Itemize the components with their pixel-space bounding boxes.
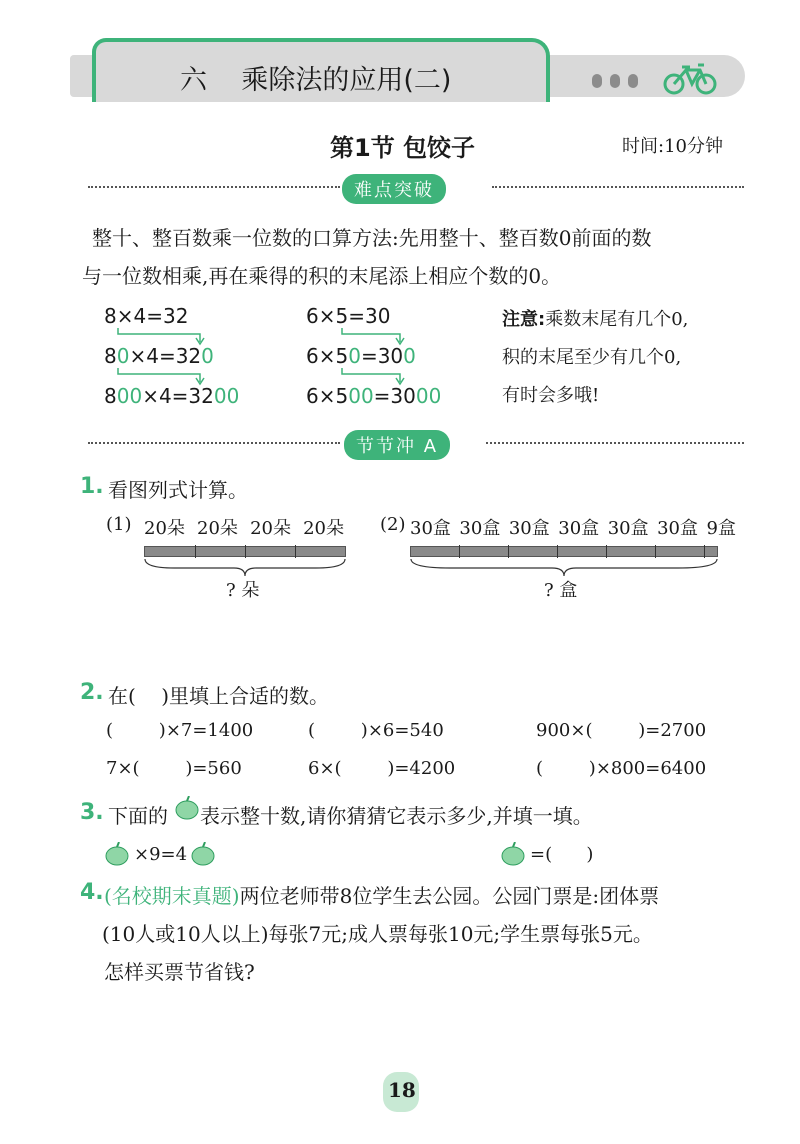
question-number: 2. [80, 680, 104, 705]
question-text-start: 下面的 [108, 804, 168, 828]
dotted-divider [486, 442, 744, 444]
dot-icon [592, 74, 602, 88]
dot-icon [628, 74, 638, 88]
brace [144, 558, 346, 578]
fill-blank[interactable]: ( )×800=6400 [536, 758, 707, 779]
example-eq: 80×4=320 [104, 344, 214, 368]
brace [410, 558, 720, 578]
chapter-number: 六 [180, 65, 207, 96]
example-eq: 6×5=30 [306, 304, 391, 328]
question-line-2: (10人或10人以上)每张7元;成人票每张10元;学生票每张5元。 [102, 922, 653, 946]
question-text: 在( )里填上合适的数。 [108, 684, 330, 708]
tag-practice: 节节冲 A [344, 430, 450, 460]
apple-icon [190, 842, 216, 866]
question-number: 4. [80, 880, 104, 905]
intro-line-2: 与一位数相乘,再在乘得的积的末尾添上相应个数的0。 [82, 264, 562, 288]
part-label: (1) [106, 514, 132, 535]
section-title: 第1节 包饺子 [330, 134, 476, 162]
note-line-2: 积的末尾至少有几个0, [502, 347, 682, 368]
question-number: 1. [80, 474, 104, 499]
dot-icon [610, 74, 620, 88]
chapter-name: 乘除法的应用(二) [241, 65, 452, 96]
apple-icon [104, 842, 130, 866]
dotted-divider [492, 186, 744, 188]
note-line-3: 有时会多哦! [502, 385, 600, 406]
dotted-divider [88, 442, 340, 444]
question-mark-label: ? 盒 [544, 580, 578, 601]
example-eq: 6×500=3000 [306, 384, 442, 408]
tag-difficulty: 难点突破 [342, 174, 446, 204]
source-tag: (名校期末真题) [104, 884, 240, 908]
question-text: 看图列式计算。 [108, 478, 248, 502]
question-line-3: 怎样买票节省钱? [104, 960, 255, 984]
zero-arrows [334, 328, 414, 388]
zero-arrows [112, 328, 212, 388]
time-limit: 时间:10分钟 [622, 136, 723, 157]
line-segment-bar [410, 546, 718, 557]
question-text-end: 表示整十数,请你猜猜它表示多少,并填一填。 [200, 804, 593, 828]
fill-blank[interactable]: 7×( )=560 [106, 758, 242, 779]
note-line-1: 注意:乘数末尾有几个0, [502, 309, 689, 330]
question-mark-label: ? 朵 [226, 580, 260, 601]
apple-icon [500, 842, 526, 866]
fill-blank[interactable]: ( )×6=540 [308, 720, 444, 741]
intro-line-1: 整十、整百数乘一位数的口算方法:先用整十、整百数0前面的数 [92, 226, 652, 250]
segment-labels: 30盒 30盒 30盒 30盒 30盒 30盒 9盒 [410, 518, 736, 539]
example-eq: 800×4=3200 [104, 384, 240, 408]
question-number: 3. [80, 800, 104, 825]
fill-blank[interactable]: 6×( )=4200 [308, 758, 456, 779]
apple-icon [174, 796, 200, 820]
fill-blank[interactable]: 900×( )=2700 [536, 720, 707, 741]
example-eq: 8×4=32 [104, 304, 189, 328]
dotted-divider [88, 186, 340, 188]
fill-blank[interactable]: ( )×7=1400 [106, 720, 254, 741]
example-eq: 6×50=300 [306, 344, 416, 368]
question-line-1: (名校期末真题)两位老师带8位学生去公园。公园门票是:团体票 [104, 884, 660, 908]
bicycle-icon [662, 62, 718, 96]
line-segment-bar [144, 546, 346, 557]
segment-labels: 20朵 20朵 20朵 20朵 [144, 518, 344, 539]
answer-blank[interactable]: =( ) [530, 844, 594, 865]
part-label: (2) [380, 514, 406, 535]
chapter-title [180, 58, 451, 97]
equation: ×9=4 [134, 844, 188, 865]
page-number: 18 [388, 1078, 416, 1102]
